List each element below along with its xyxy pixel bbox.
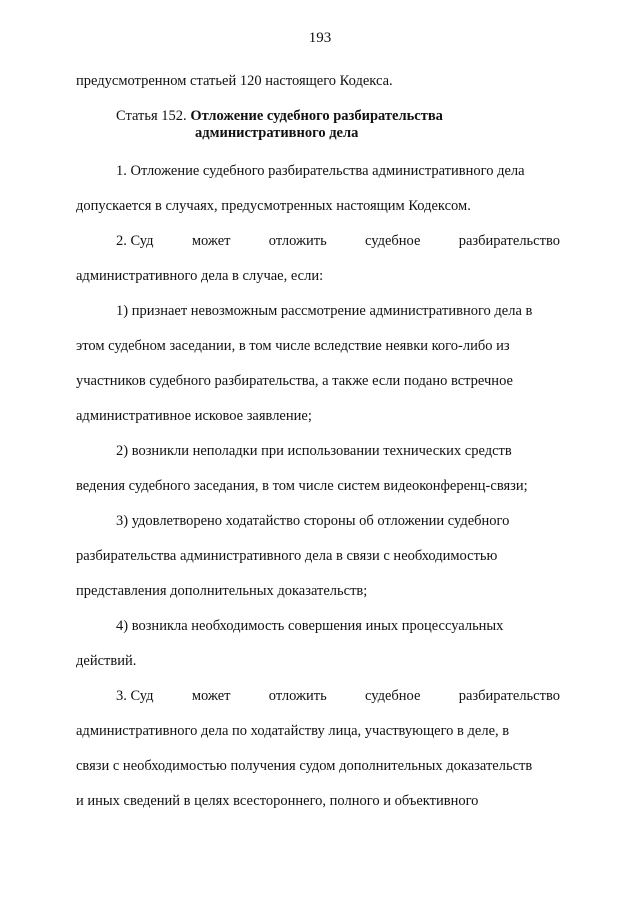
paragraph-line: разбирательства административного дела в связи с необходимостью: [76, 548, 498, 564]
document-body: [76, 64, 560, 819]
paragraph-line: и иных сведений в целях всестороннего, полного и объективного: [76, 793, 479, 809]
paragraph-line: административного дела в случае, если:: [76, 268, 324, 284]
paragraph-4: [76, 434, 560, 504]
paragraph-2: [76, 224, 560, 294]
paragraph-1: [76, 154, 560, 224]
word: 3. Суд: [116, 688, 154, 704]
paragraph-line: этом судебном заседании, в том числе вследствие неявки кого-либо из: [76, 338, 510, 354]
word: может: [191, 233, 231, 249]
word: разбирательство: [458, 233, 560, 249]
word: разбирательство: [458, 688, 560, 704]
paragraph-line: 3) удовлетворено ходатайство стороны об отложении судебного: [116, 513, 510, 529]
article-title-line-1: Отложение судебного разбирательства: [190, 108, 443, 124]
article-title-line-2: административного дела: [195, 125, 359, 141]
word: отложить: [268, 233, 327, 249]
word: 2. Суд: [116, 233, 154, 249]
article-number: Статья 152.: [116, 108, 187, 124]
paragraph-line: 4) возникла необходимость совершения иных процессуальных: [116, 618, 504, 634]
paragraph-line: 1) признает невозможным рассмотрение административного дела в: [116, 303, 533, 319]
paragraph-line: административное исковое заявление;: [76, 408, 312, 424]
paragraph-line: участников судебного разбирательства, а также если подано встречное: [76, 373, 513, 389]
paragraph-line: связи с необходимостью получения судом дополнительных доказательств: [76, 758, 533, 774]
paragraph-7: [76, 679, 560, 819]
paragraph-line: действий.: [76, 653, 137, 669]
word: судебное: [364, 688, 421, 704]
paragraph-line: административного дела по ходатайству лица, участвующего в деле, в: [76, 723, 510, 739]
paragraph-line: [76, 154, 560, 189]
paragraph-line: ведения судебного заседания, в том числе систем видеоконференц-связи;: [76, 478, 528, 494]
paragraph-line-spread: [76, 224, 560, 259]
word: отложить: [268, 688, 327, 704]
paragraph-line: представления дополнительных доказательств;: [76, 583, 368, 599]
article-heading: [76, 99, 560, 154]
paragraph-5: [76, 504, 560, 609]
word: может: [191, 688, 231, 704]
lead-line: предусмотренном статьей 120 настоящего Кодекса.: [76, 73, 393, 89]
paragraph-line: допускается в случаях, предусмотренных настоящим Кодексом.: [76, 198, 471, 214]
line-text: 1. Отложение судебного разбирательства административного дела: [116, 163, 525, 179]
paragraph-line-spread: [76, 679, 560, 714]
paragraph-3: [76, 294, 560, 434]
paragraph-6: [76, 609, 560, 679]
word: судебное: [364, 233, 421, 249]
page-number: 193: [308, 30, 332, 46]
paragraph-line: 2) возникли неполадки при использовании технических средств: [116, 443, 512, 459]
